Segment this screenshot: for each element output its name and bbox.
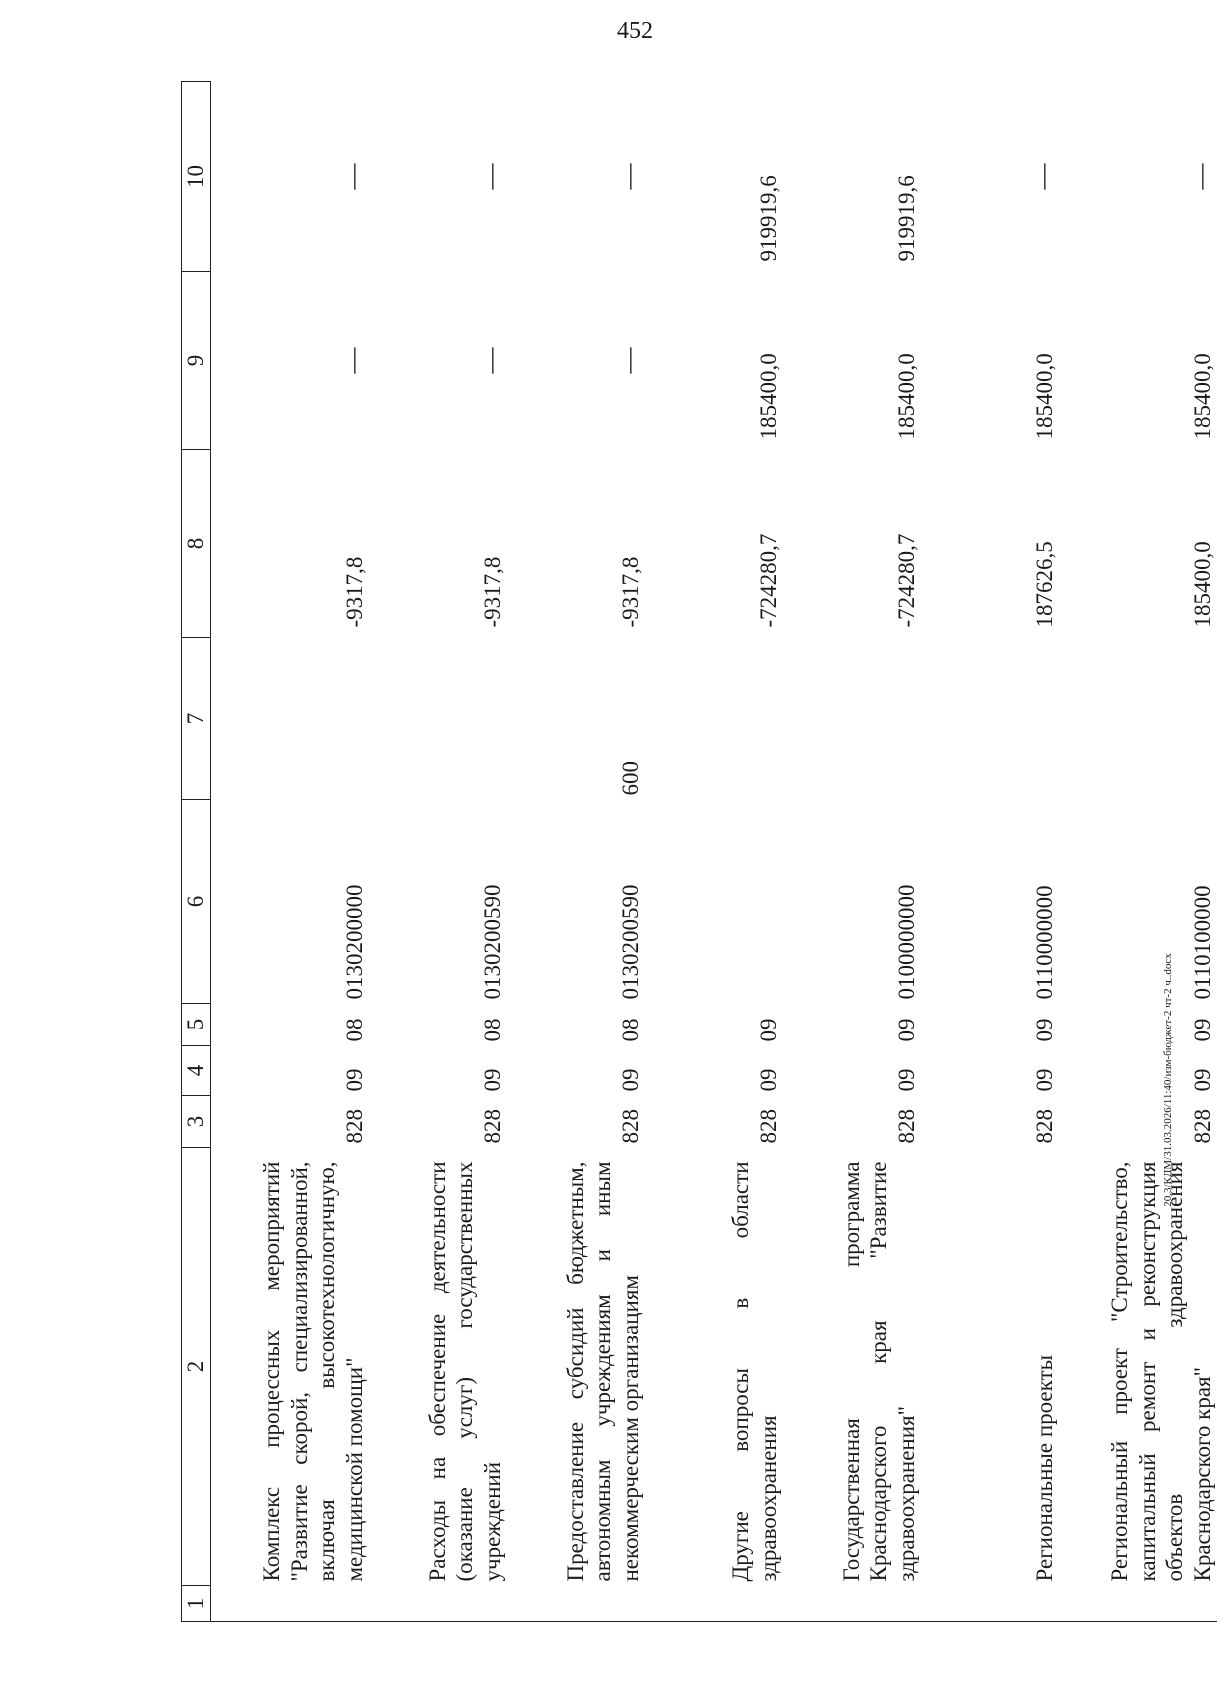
cell-code-3: 828 <box>617 1109 643 1144</box>
cell-code-4: 09 <box>1189 1068 1215 1092</box>
cell-code-4: 09 <box>341 1068 367 1092</box>
cell-value-10: — <box>1185 163 1215 190</box>
cell-code-3: 828 <box>893 1109 919 1144</box>
column-header: 9 <box>182 272 211 450</box>
cell-code-3: 828 <box>1031 1109 1057 1144</box>
cell-code-5: 09 <box>1031 1018 1057 1042</box>
cell-code-3: 828 <box>1189 1109 1215 1144</box>
cell-code-6: 0130200590 <box>617 884 643 1000</box>
cell-code-7 <box>1059 638 1217 800</box>
row-name: Комплекс процессных мероприятий "Развитие скорой, специализированной, включая высокотехнологичную, медицинской помощи" <box>259 1161 367 1582</box>
budget-table <box>181 81 1217 1622</box>
row-number-cell <box>369 1586 507 1622</box>
row-number-cell <box>211 1586 369 1622</box>
cell-code-5: 08 <box>617 1018 643 1042</box>
cell-code-5: 09 <box>755 1018 781 1042</box>
cell-code-6: 0110000000 <box>1031 885 1057 1000</box>
row-number-cell <box>783 1586 921 1622</box>
cell-code-6: 0100000000 <box>893 884 919 1000</box>
cell-value-8: -9317,8 <box>479 556 505 628</box>
row-number-cell <box>1059 1586 1217 1622</box>
page-number: 452 <box>617 18 653 44</box>
cell-code-5: 09 <box>893 1018 919 1042</box>
cell-code-7 <box>211 638 369 800</box>
cell-code-3: 828 <box>341 1109 367 1144</box>
column-header: 2 <box>182 1148 211 1586</box>
cell-code-6: 0130200000 <box>341 884 367 1000</box>
column-header: 10 <box>182 82 211 272</box>
cell-value-9: 185400,0 <box>755 353 781 440</box>
cell-value-10: — <box>613 163 643 190</box>
cell-value-10: — <box>337 163 367 190</box>
row-name: Региональный проект "Строительство, капитальный ремонт и реконструкция объектов здравоохранения Краснодарского края" <box>1107 1161 1215 1582</box>
cell-code-3: 828 <box>479 1109 505 1144</box>
cell-value-9: 185400,0 <box>1189 353 1215 440</box>
table-row <box>921 82 1059 1622</box>
table-row <box>645 82 783 1622</box>
cell-value-10: 919919,6 <box>893 175 919 262</box>
cell-value-9: 185400,0 <box>893 353 919 440</box>
cell-value-8: -9317,8 <box>617 556 643 628</box>
cell-code-6: 0130200590 <box>479 884 505 1000</box>
row-name: Предоставление субсидий бюджетным, автономным учреждениям и иным некоммерческим организациям <box>562 1161 643 1582</box>
cell-code-7: 600 <box>617 761 643 796</box>
cell-code-4: 09 <box>617 1068 643 1092</box>
cell-value-8: 187626,5 <box>1031 541 1057 628</box>
table-row <box>1059 82 1217 1622</box>
cell-value-8: -724280,7 <box>755 533 781 628</box>
cell-value-8: -724280,7 <box>893 533 919 628</box>
table-row <box>507 82 645 1622</box>
cell-code-7 <box>783 638 921 800</box>
budget-table-rotated <box>181 82 1225 1622</box>
cell-code-6: 0110100000 <box>1189 885 1215 1000</box>
row-name: Расходы на обеспечение деятельности (оказание услуг) государственных учреждений <box>424 1161 505 1582</box>
column-header: 5 <box>182 1004 211 1046</box>
row-name: Государственная программа Краснодарского края "Развитие здравоохранения" <box>838 1161 919 1582</box>
document-footer: 20.3/КДМ/31.03.2026/11:40/изм-бюджет-2 чт-2 ч..docx <box>1162 953 1174 1207</box>
cell-code-4: 09 <box>755 1068 781 1092</box>
row-name: Региональные проекты <box>1031 1354 1057 1582</box>
cell-code-5: 08 <box>341 1018 367 1042</box>
cell-code-4: 09 <box>893 1068 919 1092</box>
cell-value-9: 185400,0 <box>1031 353 1057 440</box>
column-header: 7 <box>182 638 211 800</box>
column-header: 4 <box>182 1046 211 1096</box>
cell-value-10: — <box>1027 163 1057 190</box>
column-header: 1 <box>182 1586 211 1622</box>
cell-value-9: — <box>475 347 505 374</box>
cell-code-7 <box>645 638 783 800</box>
cell-code-4: 09 <box>479 1068 505 1092</box>
cell-code-7 <box>369 638 507 800</box>
cell-value-9: — <box>613 347 643 374</box>
cell-code-5: 09 <box>1189 1018 1215 1042</box>
table-row <box>783 82 921 1622</box>
cell-code-3: 828 <box>755 1109 781 1144</box>
cell-code-6 <box>645 800 783 1004</box>
row-number-cell <box>507 1586 645 1622</box>
cell-value-8: 185400,0 <box>1189 541 1215 628</box>
cell-code-7 <box>921 638 1059 800</box>
cell-value-10: 919919,6 <box>755 175 781 262</box>
column-header: 6 <box>182 800 211 1004</box>
cell-value-8: -9317,8 <box>341 556 367 628</box>
row-name: Другие вопросы в области здравоохранения <box>728 1161 781 1582</box>
column-header: 8 <box>182 450 211 638</box>
column-header: 3 <box>182 1096 211 1148</box>
table-header-row <box>182 82 211 1622</box>
row-number-cell <box>921 1586 1059 1622</box>
row-number-cell <box>645 1586 783 1622</box>
table-row <box>369 82 507 1622</box>
cell-code-5: 08 <box>479 1018 505 1042</box>
cell-code-4: 09 <box>1031 1068 1057 1092</box>
cell-value-10: — <box>475 163 505 190</box>
cell-value-9: — <box>337 347 367 374</box>
table-row <box>211 82 369 1622</box>
